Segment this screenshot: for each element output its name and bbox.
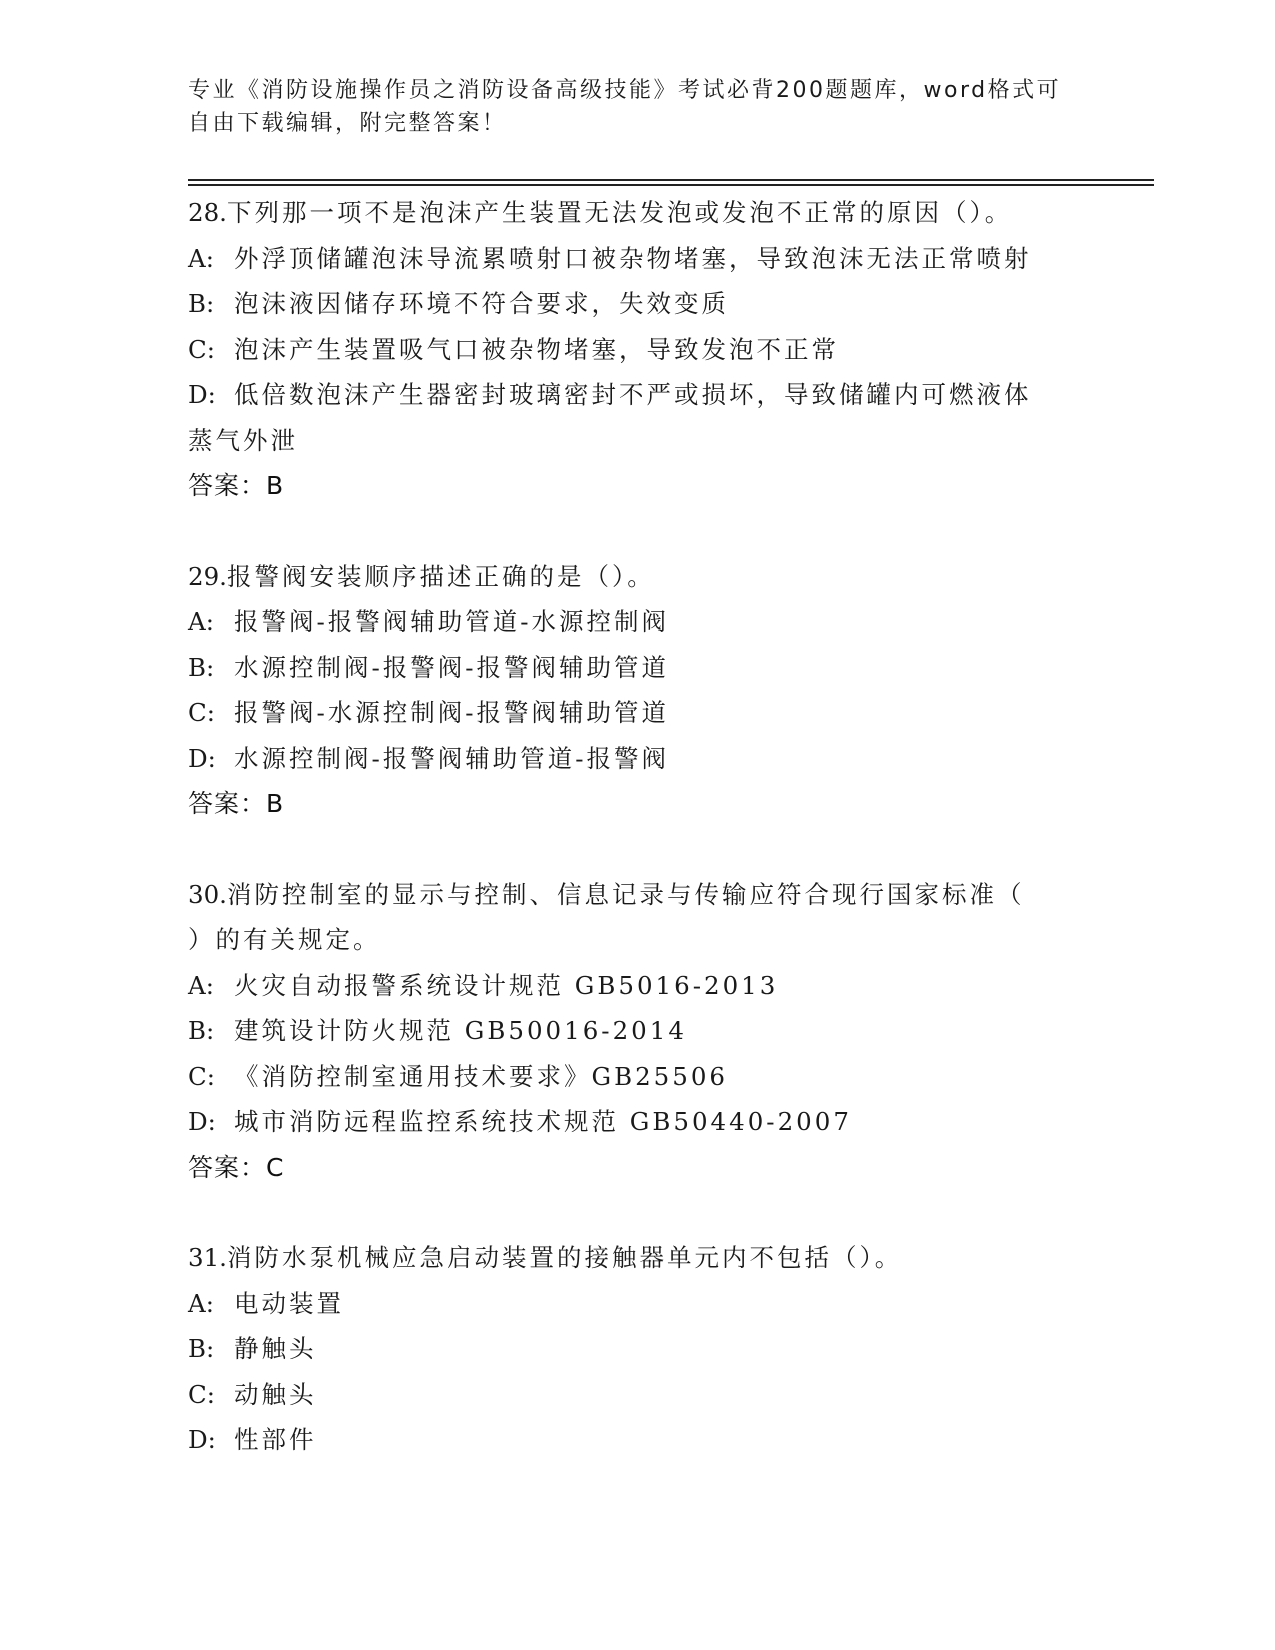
option-d [188, 372, 1088, 418]
option-d [188, 736, 1088, 782]
option-text: 水源控制阀-报警阀-报警阀辅助管道 [234, 652, 670, 682]
option-d-continued: 蒸气外泄 [188, 425, 298, 455]
option-c [188, 327, 1088, 373]
option-text: 泡沫液因储存环境不符合要求，失效变质 [234, 289, 729, 318]
question-stem [188, 190, 1088, 236]
option-b [188, 281, 1088, 327]
option-letter: D: [188, 1107, 216, 1136]
header-divider-bottom [188, 184, 1154, 186]
option-letter: B: [188, 652, 215, 682]
option-letter: A: [188, 607, 214, 636]
option-text: 泡沫产生装置吸气口被杂物堵塞，导致发泡不正常 [234, 334, 839, 364]
option-c [188, 690, 1088, 736]
option-text: 报警阀-报警阀辅助管道-水源控制阀 [234, 607, 670, 636]
option-letter: C: [188, 1379, 216, 1409]
question-number: 28. [188, 198, 227, 227]
question-list [188, 190, 1088, 1508]
question-text: 消防水泵机械应急启动装置的接触器单元内不包括（）。 [226, 1243, 903, 1272]
option-letter: A: [188, 243, 214, 273]
option-letter: A: [188, 1288, 214, 1318]
question-number: 30. [188, 879, 227, 909]
option-b [188, 1008, 1088, 1054]
option-d [188, 1417, 1088, 1463]
option-a [188, 236, 1088, 282]
option-text: 静触头 [234, 1334, 317, 1363]
option-letter: C: [188, 334, 216, 364]
question-stem [188, 554, 1088, 600]
answer-line: 答案：C [188, 1152, 285, 1182]
question-31 [188, 1235, 1088, 1463]
option-text: 低倍数泡沫产生器密封玻璃密封不严或损坏，导致储罐内可燃液体 [234, 380, 1032, 409]
option-text: 建筑设计防火规范 GB50016-2014 [234, 1016, 687, 1045]
option-letter: A: [188, 970, 214, 1000]
answer-line: 答案：B [188, 789, 285, 818]
question-29 [188, 554, 1088, 827]
option-text: 外浮顶储罐泡沫导流累喷射口被杂物堵塞，导致泡沫无法正常喷射 [234, 243, 1032, 273]
header-line-1: 专业《消防设施操作员之消防设备高级技能》考试必背200题题库，word格式可 [188, 78, 1062, 103]
option-text: 水源控制阀-报警阀辅助管道-报警阀 [234, 743, 670, 773]
option-c [188, 1054, 1088, 1100]
option-a [188, 1281, 1088, 1327]
option-letter: D: [188, 380, 216, 409]
option-text: 城市消防远程监控系统技术规范 GB50440-2007 [234, 1107, 852, 1136]
question-number: 31. [188, 1243, 227, 1272]
question-30 [188, 872, 1088, 1191]
question-number: 29. [188, 561, 227, 591]
option-letter: B: [188, 289, 215, 318]
option-letter: D: [188, 1425, 216, 1454]
option-text: 性部件 [234, 1425, 317, 1454]
question-text: 消防控制室的显示与控制、信息记录与传输应符合现行国家标准（ [226, 879, 1025, 909]
answer-line: 答案：B [188, 471, 285, 500]
option-letter: C: [188, 698, 216, 727]
option-a [188, 963, 1088, 1009]
document-header [188, 74, 1068, 140]
option-b [188, 645, 1088, 691]
option-text: 动触头 [234, 1379, 317, 1409]
option-text: 电动装置 [234, 1288, 344, 1318]
option-letter: B: [188, 1334, 215, 1363]
question-stem [188, 872, 1088, 918]
header-divider-top [188, 179, 1154, 181]
question-stem [188, 1235, 1088, 1281]
option-letter: D: [188, 743, 216, 773]
option-text: 火灾自动报警系统设计规范 GB5016-2013 [234, 970, 779, 1000]
question-text: 下列那一项不是泡沫产生装置无法发泡或发泡不正常的原因（）。 [226, 198, 1013, 227]
option-a [188, 599, 1088, 645]
question-text: 报警阀安装顺序描述正确的是（）。 [226, 561, 655, 591]
question-28 [188, 190, 1088, 509]
option-d [188, 1099, 1088, 1145]
option-text: 报警阀-水源控制阀-报警阀辅助管道 [234, 698, 670, 727]
option-c [188, 1372, 1088, 1418]
header-line-2: 自由下载编辑，附完整答案！ [188, 111, 507, 136]
option-text: 《消防控制室通用技术要求》GB25506 [234, 1061, 729, 1091]
option-b [188, 1326, 1088, 1372]
option-letter: B: [188, 1016, 215, 1045]
option-letter: C: [188, 1061, 216, 1091]
question-stem-continued: ）的有关规定。 [188, 925, 381, 954]
